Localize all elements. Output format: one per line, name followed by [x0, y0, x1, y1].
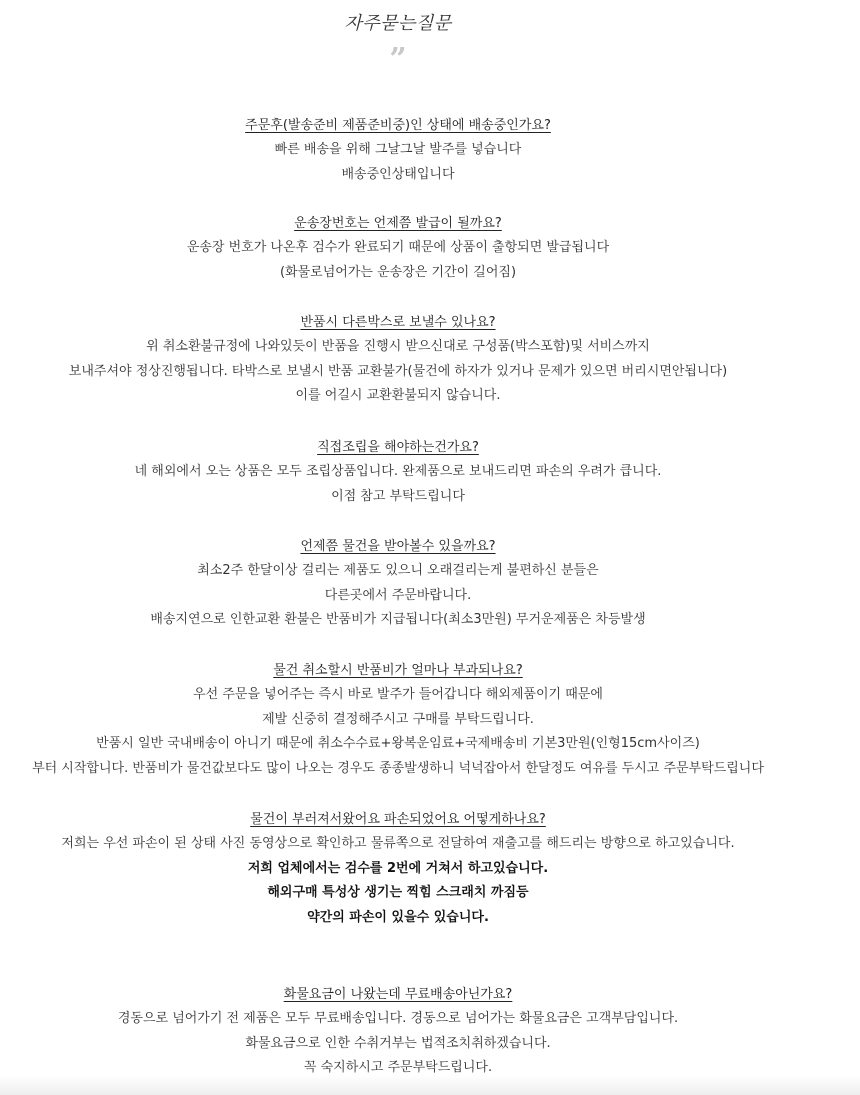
faq-answer-line: 배송지연으로 인한교환 환불은 반품비가 지급됩니다(최소3만원) 무거운제품은 차등발생 — [150, 612, 646, 627]
faq-question: 주문후(발송준비 제품준비중)인 상태에 배송중인가요? — [245, 118, 551, 133]
faq-answer-line: 꼭 숙지하시고 주문부탁드립니다. — [303, 1060, 493, 1075]
faq-item-freight-fee — [0, 983, 796, 1081]
faq-answer-line: 저희 업체에서는 검수를 2번에 거쳐서 하고있습니다. — [247, 860, 549, 876]
faq-answer-line: 다른곳에서 주문바랍니다. — [324, 587, 472, 603]
faq-answer-line: (화물로넘어가는 운송장은 기간이 길어짐) — [279, 264, 517, 280]
faq-question: 반품시 다른박스로 보낼수 있나요? — [300, 315, 496, 330]
faq-answer-line: 네 해외에서 오는 상품은 모두 조립상품입니다. 완제품으로 보내드리면 파손의 우려가 큽니다. — [134, 464, 662, 479]
faq-question: 물건이 부러져서왔어요 파손되었어요 어떻게하나요? — [250, 812, 546, 827]
faq-answer-line: 이점 참고 부탁드립니다 — [331, 488, 465, 504]
faq-answer-line: 해외구매 특성상 생기는 찍힘 스크래치 까짐등 — [267, 885, 529, 900]
faq-answer-line: 위 취소환불규정에 나와있듯이 반품을 진행시 받으신대로 구성품(박스포함)및 서비스까지 — [146, 339, 650, 354]
faq-answer-line: 저희는 우선 파손이 된 상태 사진 동영상으로 확인하고 물류쪽으로 전달하여 재출고를 해드리는 방향으로 하고있습니다. — [61, 836, 735, 851]
faq-question: 언제쯤 물건을 받아볼수 있을까요? — [300, 539, 496, 554]
quote-mark-icon: ” — [389, 42, 407, 77]
faq-answer-line: 보내주셔야 정상진행됩니다. 타박스로 보낼시 반품 교환불가(물건에 하자가 있거나 문제가 있으면 버리시면안됩니다) — [68, 363, 728, 379]
faq-answer-line: 화물요금으로 인한 수취거부는 법적조치취하겠습니다. — [245, 1035, 551, 1051]
faq-answer-line: 반품시 일반 국내배송이 아니기 때문에 취소수수료+왕복운임료+국제배송비 기본3만원(인형15cm사이즈) — [96, 736, 700, 751]
faq-answer-line: 우선 주문을 넣어주는 즉시 바로 발주가 들어갑니다 해외제품이기 때문에 — [193, 687, 603, 702]
faq-answer-line: 최소2주 한달이상 걸리는 제품도 있으니 오래걸리는게 불편하신 분들은 — [197, 563, 599, 578]
faq-answer-line: 부터 시작합니다. 반품비가 물건값보다도 많이 나오는 경우도 종종발생하니 넉넉잡아서 한달정도 여유를 두시고 주문부탁드립니다 — [32, 760, 764, 776]
faq-answer-line: 약간의 파손이 있을수 있습니다. — [307, 909, 489, 925]
faq-answer-line: 이를 어길시 교환환불되지 않습니다. — [295, 388, 501, 403]
bottom-edge-shade — [0, 1075, 860, 1095]
page-title: 자주묻는질문 — [344, 13, 452, 34]
faq-answer-line: 빠른 배송을 위해 그날그날 발주를 넣습니다 — [274, 142, 522, 157]
faq-answer-line: 운송장 번호가 나온후 검수가 완료되기 때문에 상품이 출항되면 발급됩니다 — [186, 240, 610, 255]
faq-item-delivery-time — [0, 535, 796, 633]
faq-item-tracking-number — [0, 212, 796, 285]
faq-question: 운송장번호는 언제쯤 발급이 될까요? — [294, 216, 502, 231]
faq-answer-line: 경동으로 넘어가기 전 제품은 모두 무료배송입니다. 경동으로 넘어가는 화물요금은 고객부담입니다. — [117, 1011, 679, 1026]
faq-item-damaged — [0, 808, 796, 930]
faq-item-shipping-status — [0, 114, 796, 187]
faq-question: 화물요금이 나왔는데 무료배송아닌가요? — [283, 987, 513, 1002]
faq-answer-line: 제발 신중히 결정해주시고 구매를 부탁드립니다. — [262, 711, 534, 727]
faq-answer-line: 배송중인상태입니다 — [341, 166, 455, 182]
faq-item-assembly — [0, 436, 796, 509]
faq-question: 직접조립을 해야하는건가요? — [317, 440, 479, 455]
faq-item-return-box — [0, 311, 796, 409]
faq-item-cancel-fee — [0, 659, 796, 781]
faq-question: 물건 취소할시 반품비가 얼마나 부과되나요? — [273, 663, 523, 678]
